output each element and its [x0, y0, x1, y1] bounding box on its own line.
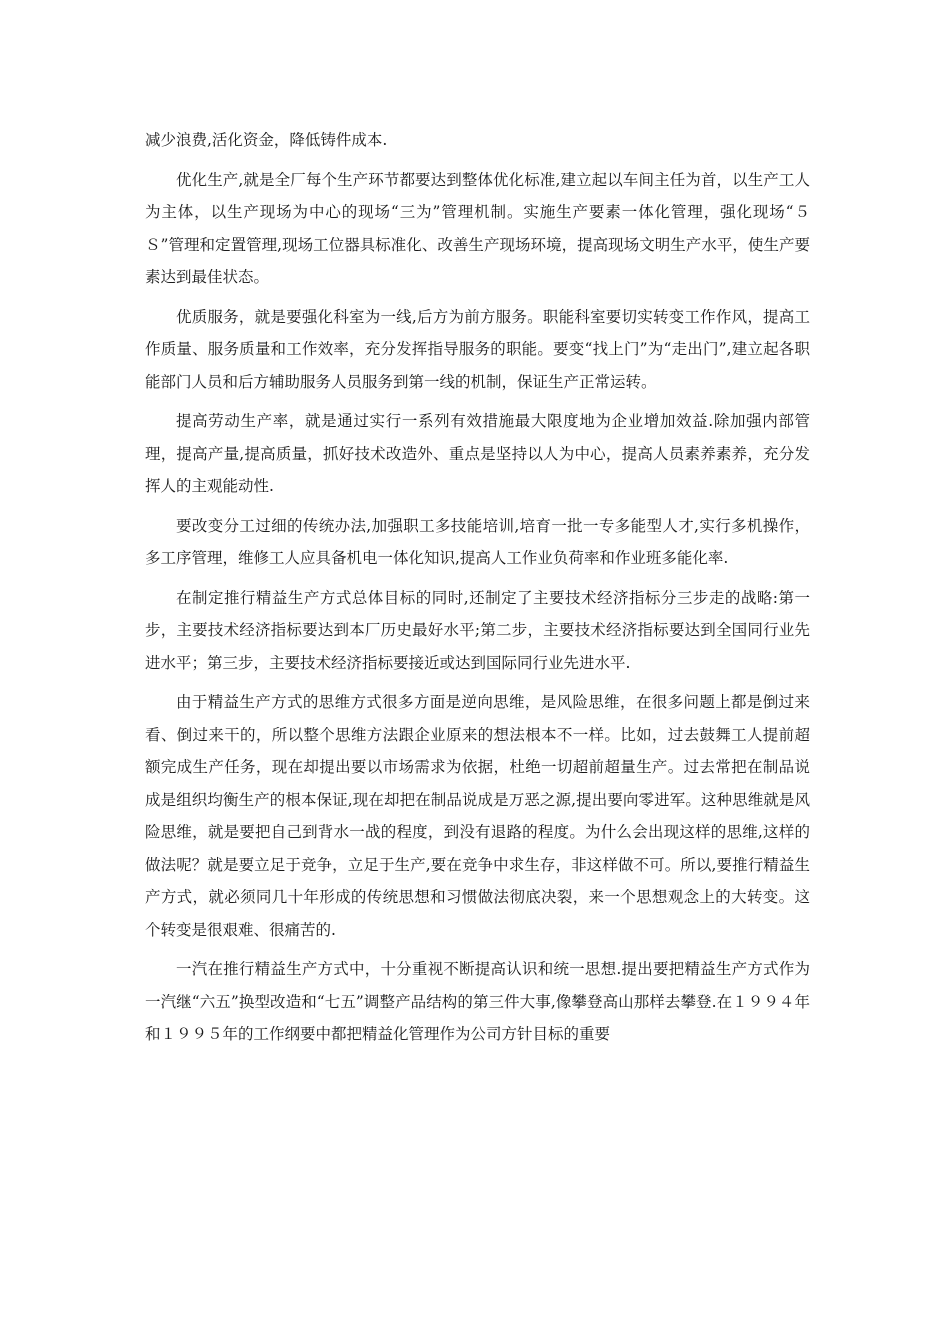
paragraph-three-step-strategy: 在制定推行精益生产方式总体目标的同时,还制定了主要技术经济指标分三步走的战略:第一步，主要技术经济指标要达到本厂历史最好水平;第二步，主要技术经济指标要达到全国同行业先进水平；第三步，主要技术经济指标要接近或达到国际同行业先进水平.: [145, 588, 810, 672]
paragraph-reverse-thinking: 由于精益生产方式的思维方式很多方面是逆向思维，是风险思维，在很多问题上都是倒过来看、倒过来干的，所以整个思维方法跟企业原来的想法根本不一样。比如，过去鼓舞工人提前超额完成生产任务，现在却提出要以市场需求为依据，杜绝一切超前超量生产。过去常把在制品说成是组织均衡生产的根本保证,现在却把在制品说成是万恶之源,提出要向零进军。这种思维就是风险思维，就是要把自己到背水一战的程度，到没有退路的程度。为什么会出现这样的思维,这样的做法呢？就是要立足于竞争，立足于生产,要在竞争中求生存，非这样做不可。所以,要推行精益生产方式，就必须同几十年形成的传统思想和习惯做法彻底决裂，来一个思想观念上的大转变。这个转变是很艰难、很痛苦的.: [145, 693, 810, 939]
paragraph-labor-productivity: 提高劳动生产率，就是通过实行一系列有效措施最大限度地为企业增加效益.除加强内部管理，提高产量,提高质量，抓好技术改造外、重点是坚持以人为中心，提高人员素养素养，充分发挥人的主观能动性.: [145, 412, 810, 495]
paragraph-optimize-production: 优化生产,就是全厂每个生产环节都要达到整体优化标准,建立起以车间主任为首，以生产工人为主体，以生产现场为中心的现场“三为”管理机制。实施生产要素一体化管理，强化现场“５Ｓ”管理和定置管理,现场工位器具标准化、改善生产现场环境，提高现场文明生产水平，使生产要素达到最佳状态。: [145, 170, 810, 286]
paragraph-cost-reduction: 减少浪费,活化资金，降低铸件成本.: [145, 131, 388, 149]
paragraph-faw-implementation: 一汽在推行精益生产方式中，十分重视不断提高认识和统一思想.提出要把精益生产方式作为一汽继“六五”换型改造和“七五”调整产品结构的第三件大事,像攀登高山那样去攀登.在１９９４年和１９９５年的工作纲要中都把精益化管理作为公司方针目标的重要: [145, 960, 810, 1043]
paragraph-multi-skill-training: 要改变分工过细的传统办法,加强职工多技能培训,培育一批一专多能型人才,实行多机操作，多工序管理，维修工人应具备机电一体化知识,提高人工作业负荷率和作业班多能化率.: [145, 516, 810, 567]
document-body: [145, 124, 810, 1058]
paragraph-quality-service: 优质服务，就是要强化科室为一线,后方为前方服务。职能科室要切实转变工作作风，提高工作质量、服务质量和工作效率，充分发挥指导服务的职能。要变“找上门”为“走出门”,建立起各职能部门人员和后方辅助服务人员服务到第一线的机制，保证生产正常运转。: [145, 307, 810, 391]
